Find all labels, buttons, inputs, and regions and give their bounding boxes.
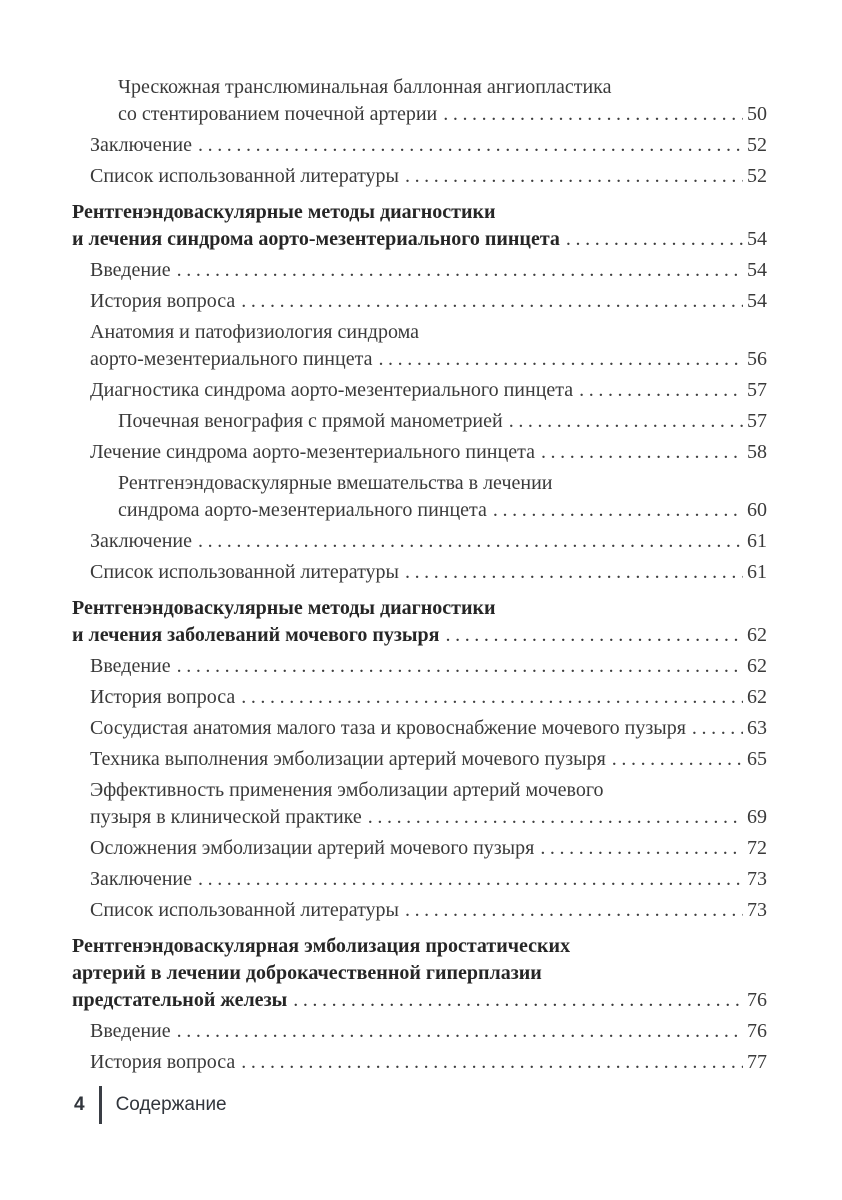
toc-leader-dots	[692, 715, 743, 742]
toc-entry-lastline	[90, 163, 767, 190]
toc-leader-dots	[405, 897, 743, 924]
toc-leader-dots	[177, 1018, 743, 1045]
toc-page-number: 52	[747, 134, 767, 156]
toc-entry-line: Анатомия и патофизиология синдрома	[90, 321, 419, 343]
toc-entry-lastline	[90, 346, 767, 373]
toc-leader-dots	[443, 101, 743, 128]
toc-entry-lastline	[90, 653, 767, 680]
toc-page-number: 57	[747, 410, 767, 432]
toc-page-number: 54	[747, 290, 767, 312]
toc-subentry	[72, 74, 767, 128]
toc-entry-lastline	[90, 559, 767, 586]
toc-entry-title: Введение	[90, 259, 171, 281]
toc-entry	[72, 746, 767, 773]
toc-entry-line: Рентгенэндоваскулярные вмешательства в лечении	[118, 472, 553, 494]
toc-entry-lastline	[90, 804, 767, 831]
toc-entry-lastline	[90, 835, 767, 862]
toc-entry	[72, 866, 767, 893]
toc-entry-title: и лечения заболеваний мочевого пузыря	[72, 624, 440, 646]
toc-leader-dots	[293, 987, 743, 1014]
toc-entry-lastline	[90, 866, 767, 893]
toc-section-heading	[72, 595, 767, 649]
toc-page-number: 73	[747, 868, 767, 890]
toc-entry-lastline	[72, 622, 767, 649]
toc-entry-title: Список использованной литературы	[90, 561, 399, 583]
toc-page-number: 61	[747, 561, 767, 583]
toc-page-number: 72	[747, 837, 767, 859]
toc-page-number: 69	[747, 806, 767, 828]
toc-entry	[72, 777, 767, 831]
toc-entry-title: пузыря в клинической практике	[90, 806, 362, 828]
toc-entry-title: Сосудистая анатомия малого таза и кровоснабжение мочевого пузыря	[90, 717, 686, 739]
toc-page-number: 63	[747, 717, 767, 739]
toc-leader-dots	[378, 346, 743, 373]
toc-entry	[72, 132, 767, 159]
toc-entry-line: Рентгенэндоваскулярные методы диагностики	[72, 597, 496, 619]
toc-subentry	[72, 408, 767, 435]
toc-leader-dots	[198, 866, 743, 893]
toc-leader-dots	[241, 288, 743, 315]
toc-section-heading	[72, 933, 767, 1014]
toc-entry	[72, 288, 767, 315]
toc-page-number: 54	[747, 259, 767, 281]
toc-page-number: 62	[747, 624, 767, 646]
toc-entry-title: Техника выполнения эмболизации артерий мочевого пузыря	[90, 748, 606, 770]
toc-entry-lastline	[90, 897, 767, 924]
toc-entry-lastline	[90, 1018, 767, 1045]
toc-page-number: 76	[747, 1020, 767, 1042]
toc-leader-dots	[405, 559, 743, 586]
toc-page-number: 56	[747, 348, 767, 370]
toc-entry-lastline	[90, 288, 767, 315]
toc-page-number: 76	[747, 989, 767, 1011]
toc-entry	[72, 1049, 767, 1076]
toc-page-number: 62	[747, 686, 767, 708]
toc-entry-title: синдрома аорто-мезентериального пинцета	[118, 499, 487, 521]
toc-page-number: 77	[747, 1051, 767, 1073]
toc-page-number: 58	[747, 441, 767, 463]
toc-entry-lastline	[90, 1049, 767, 1076]
toc-entry-title: Введение	[90, 655, 171, 677]
toc-subentry	[72, 470, 767, 524]
toc-entry	[72, 897, 767, 924]
toc-entry-title: и лечения синдрома аорто-мезентериального пинцета	[72, 228, 560, 250]
toc-entry-title: Заключение	[90, 868, 192, 890]
toc-entry-title: Введение	[90, 1020, 171, 1042]
toc-section-heading	[72, 199, 767, 253]
toc-leader-dots	[541, 439, 743, 466]
toc-leader-dots	[405, 163, 743, 190]
toc-entry	[72, 559, 767, 586]
toc-leader-dots	[177, 653, 743, 680]
toc-list	[72, 74, 767, 1080]
page-footer	[74, 1085, 227, 1125]
footer-divider	[99, 1086, 102, 1124]
toc-page-number: 65	[747, 748, 767, 770]
toc-page-number: 52	[747, 165, 767, 187]
toc-entry-lastline	[90, 684, 767, 711]
toc-entry-lastline	[118, 101, 767, 128]
toc-entry-lastline	[90, 132, 767, 159]
toc-entry	[72, 653, 767, 680]
toc-entry-lastline	[90, 377, 767, 404]
toc-leader-dots	[540, 835, 743, 862]
toc-leader-dots	[368, 804, 743, 831]
toc-entry-title: аорто-мезентериального пинцета	[90, 348, 373, 370]
toc-entry-lastline	[90, 439, 767, 466]
toc-page-number: 54	[747, 228, 767, 250]
toc-entry-title: со стентированием почечной артерии	[118, 103, 438, 125]
toc-page-number: 60	[747, 499, 767, 521]
toc-entry-title: Осложнения эмболизации артерий мочевого пузыря	[90, 837, 535, 859]
toc-entry-line: Эффективность применения эмболизации артерий мочевого	[90, 779, 604, 801]
toc-entry-line: Чрескожная транслюминальная баллонная ангиопластика	[118, 76, 612, 98]
toc-entry-title: Список использованной литературы	[90, 165, 399, 187]
toc-page-number: 73	[747, 899, 767, 921]
toc-entry-lastline	[90, 528, 767, 555]
toc-entry-title: Лечение синдрома аорто-мезентериального пинцета	[90, 441, 535, 463]
footer-running-title: Содержание	[115, 1094, 227, 1115]
toc-page-number: 61	[747, 530, 767, 552]
toc-entry-lastline	[72, 987, 767, 1014]
toc-leader-dots	[579, 377, 743, 404]
toc-leader-dots	[509, 408, 743, 435]
toc-entry-lastline	[90, 715, 767, 742]
toc-entry-lastline	[72, 226, 767, 253]
toc-entry-title: Список использованной литературы	[90, 899, 399, 921]
toc-entry	[72, 377, 767, 404]
toc-entry	[72, 715, 767, 742]
toc-entry	[72, 835, 767, 862]
toc-entry-title: Заключение	[90, 134, 192, 156]
toc-entry	[72, 163, 767, 190]
toc-leader-dots	[612, 746, 743, 773]
toc-entry-title: Заключение	[90, 530, 192, 552]
toc-leader-dots	[177, 257, 743, 284]
toc-leader-dots	[493, 497, 743, 524]
toc-leader-dots	[198, 528, 743, 555]
toc-entry	[72, 684, 767, 711]
toc-entry	[72, 439, 767, 466]
footer-page-number: 4	[74, 1094, 85, 1115]
toc-page-number: 57	[747, 379, 767, 401]
toc-entry-title: История вопроса	[90, 686, 236, 708]
toc-leader-dots	[198, 132, 743, 159]
toc-entry-lastline	[118, 408, 767, 435]
toc-entry-title: Диагностика синдрома аорто-мезентериального пинцета	[90, 379, 574, 401]
toc-entry-title: История вопроса	[90, 290, 236, 312]
toc-page-number: 62	[747, 655, 767, 677]
toc-entry-line: Рентгенэндоваскулярные методы диагностики	[72, 201, 496, 223]
toc-entry	[72, 257, 767, 284]
toc-leader-dots	[446, 622, 744, 649]
toc-entry-line: артерий в лечении доброкачественной гиперплазии	[72, 962, 542, 984]
toc-entry-title: Почечная венография с прямой манометрией	[118, 410, 503, 432]
toc-entry-lastline	[118, 497, 767, 524]
toc-entry-title: предстательной железы	[72, 989, 288, 1011]
toc-page-number: 50	[747, 103, 767, 125]
toc-entry-line: Рентгенэндоваскулярная эмболизация простатических	[72, 935, 571, 957]
toc-leader-dots	[566, 226, 743, 253]
toc-leader-dots	[241, 1049, 743, 1076]
toc-entry	[72, 1018, 767, 1045]
toc-entry	[72, 319, 767, 373]
toc-entry-title: История вопроса	[90, 1051, 236, 1073]
toc-entry-lastline	[90, 257, 767, 284]
toc-entry	[72, 528, 767, 555]
toc-leader-dots	[241, 684, 743, 711]
toc-entry-lastline	[90, 746, 767, 773]
